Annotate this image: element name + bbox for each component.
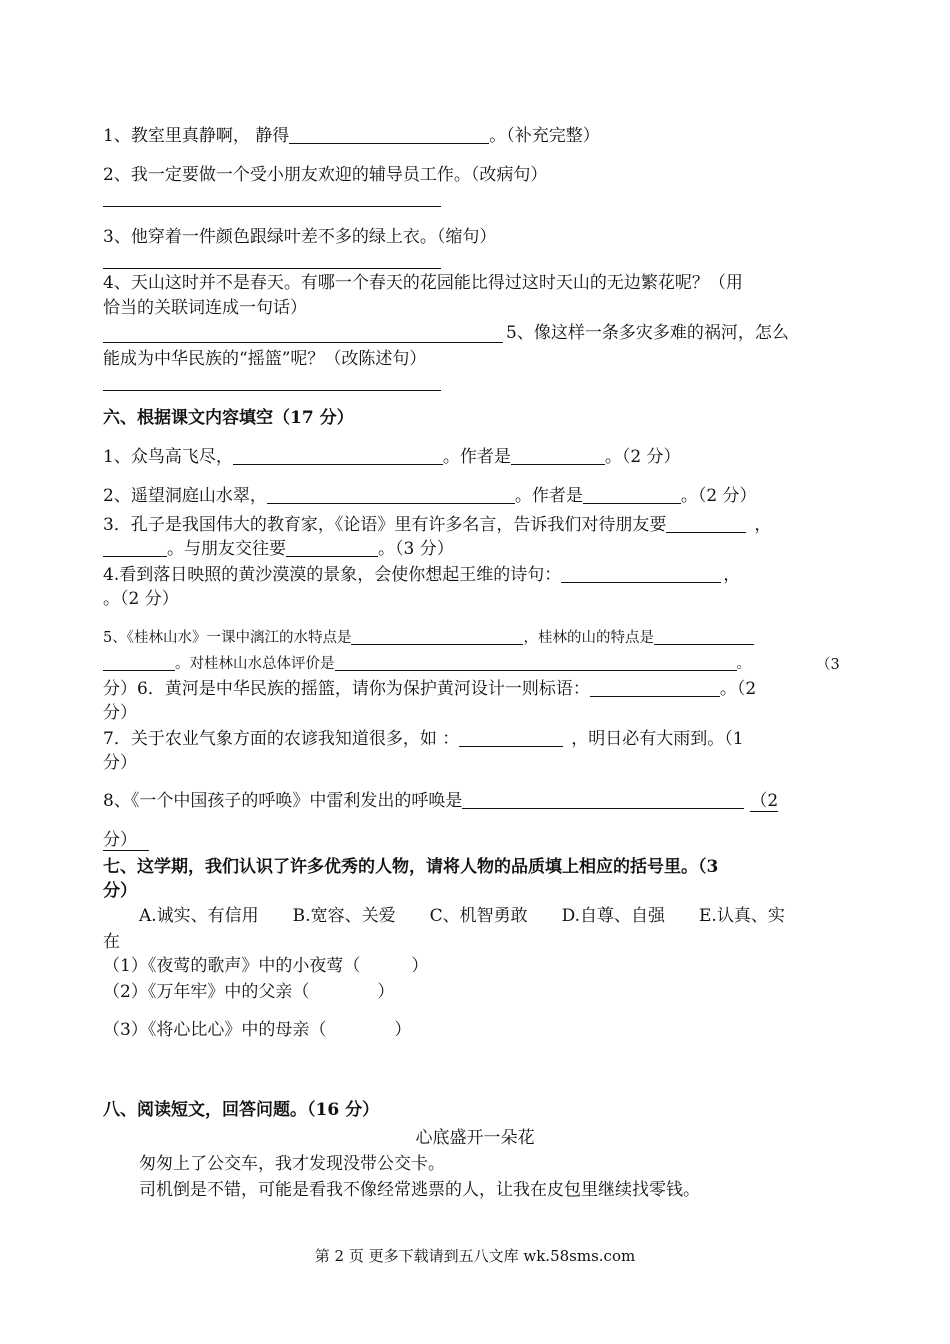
answer-blank[interactable] [590, 678, 720, 697]
s7-options-wrap: 在 [103, 932, 120, 952]
answer-blank[interactable] [351, 629, 523, 645]
passage-title: 心底盛开一朵花 [415, 1128, 535, 1148]
answer-line[interactable] [103, 268, 441, 269]
section-6-heading: 六、根据课文内容填空（17 分） [103, 408, 354, 428]
answer-blank[interactable] [561, 564, 721, 583]
s6-q8-end: 分） [103, 828, 149, 852]
s6-q7-end: 分） [103, 753, 137, 773]
answer-line[interactable] [103, 342, 503, 343]
answer-blank[interactable] [267, 485, 515, 504]
s5-q4-line2: 恰当的关联词连成一句话） [103, 298, 307, 318]
s6-q5-score: （3 [816, 657, 840, 673]
passage-paragraph: 匆匆上了公交车，我才发现没带公交卡。 [139, 1154, 445, 1174]
answer-blank[interactable] [233, 446, 443, 465]
answer-blank[interactable] [666, 514, 746, 533]
answer-blank[interactable] [459, 728, 563, 747]
s6-q4-line1: 4.看到落日映照的黄沙漠漠的景象，会使你想起王维的诗句： ， [103, 565, 741, 585]
s6-q6-end: 分） [103, 703, 137, 723]
s5-q5-part2: 能成为中华民族的“摇篮”呢？（改陈述句） [103, 349, 427, 369]
answer-blank[interactable] [289, 125, 489, 144]
passage-paragraph: 司机倒是不错，可能是看我不像经常逃票的人，让我在皮包里继续找零钱。 [139, 1180, 700, 1200]
s6-q2: 2、遥望洞庭山水翠， 。作者是 。（2 分） [103, 486, 757, 506]
s6-q4-line2: 。（2 分） [103, 589, 179, 609]
s6-q5-line1: 5、《桂林山水》一课中漓江的水特点是 ，桂林的山的特点是 [103, 626, 754, 650]
page-footer: 第 2 页 更多下载请到五八文库 wk.58sms.com [314, 1247, 636, 1265]
section-7-heading-cont: 分） [103, 881, 137, 901]
answer-blank[interactable] [462, 790, 744, 809]
s7-item-3[interactable]: （3）《将心比心》中的母亲（ ） [103, 1020, 412, 1040]
answer-blank[interactable] [511, 446, 605, 465]
answer-line[interactable] [103, 390, 441, 391]
answer-blank[interactable] [335, 655, 737, 671]
s5-q1: 1、教室里真静啊， 静得 。（补充完整） [103, 126, 600, 146]
s6-q6: 分）6．黄河是中华民族的摇篮，请你为保护黄河设计一则标语： 。（2 [103, 679, 757, 699]
answer-blank[interactable] [103, 655, 175, 671]
answer-blank[interactable] [286, 538, 378, 557]
section-7-heading: 七、这学期，我们认识了许多优秀的人物，请将人物的品质填上相应的括号里。（3 [103, 857, 719, 877]
s6-q7: 7．关于农业气象方面的农谚我知道很多，如 ： ，明日必有大雨到。（1 [103, 729, 744, 749]
answer-line[interactable] [103, 206, 441, 207]
s7-item-1[interactable]: （1）《夜莺的歌声》中的小夜莺（ ） [103, 956, 429, 976]
s6-q1: 1、众鸟高飞尽， 。作者是 。（2 分） [103, 447, 681, 467]
section-8-heading: 八、阅读短文，回答问题。（16 分） [103, 1100, 380, 1120]
s6-q5-line2: 。对桂林山水总体评价是 。 [103, 652, 751, 676]
s5-q5-part1: 5、像这样一条多灾多难的祸河，怎么 [506, 323, 789, 343]
s5-q3: 3、他穿着一件颜色跟绿叶差不多的绿上衣。（缩句） [103, 227, 497, 247]
s7-options: A.诚实、有信用 B.宽容、关爱 C、机智勇敢 D.自尊、自强 E.认真、实 [139, 906, 785, 926]
s5-q4-line1: 4、天山这时并不是春天。有哪一个春天的花园能比得过这时天山的无边繁花呢？（用 [103, 273, 743, 293]
s6-q3-line2: 。与朋友交往要 。（3 分） [103, 537, 454, 561]
s6-q3-line1: 3．孔子是我国伟大的教育家，《论语》里有许多名言，告诉我们对待朋友要 ， [103, 515, 772, 535]
answer-blank[interactable] [583, 485, 681, 504]
s7-item-2[interactable]: （2）《万年牢》中的父亲（ ） [103, 982, 395, 1002]
answer-blank[interactable] [103, 538, 167, 557]
s6-q8: 8、《一个中国孩子的呼唤》中雷利发出的呼唤是 （2 [103, 791, 779, 811]
answer-blank[interactable] [654, 629, 754, 645]
s5-q2: 2、我一定要做一个受小朋友欢迎的辅导员工作。（改病句） [103, 165, 548, 185]
